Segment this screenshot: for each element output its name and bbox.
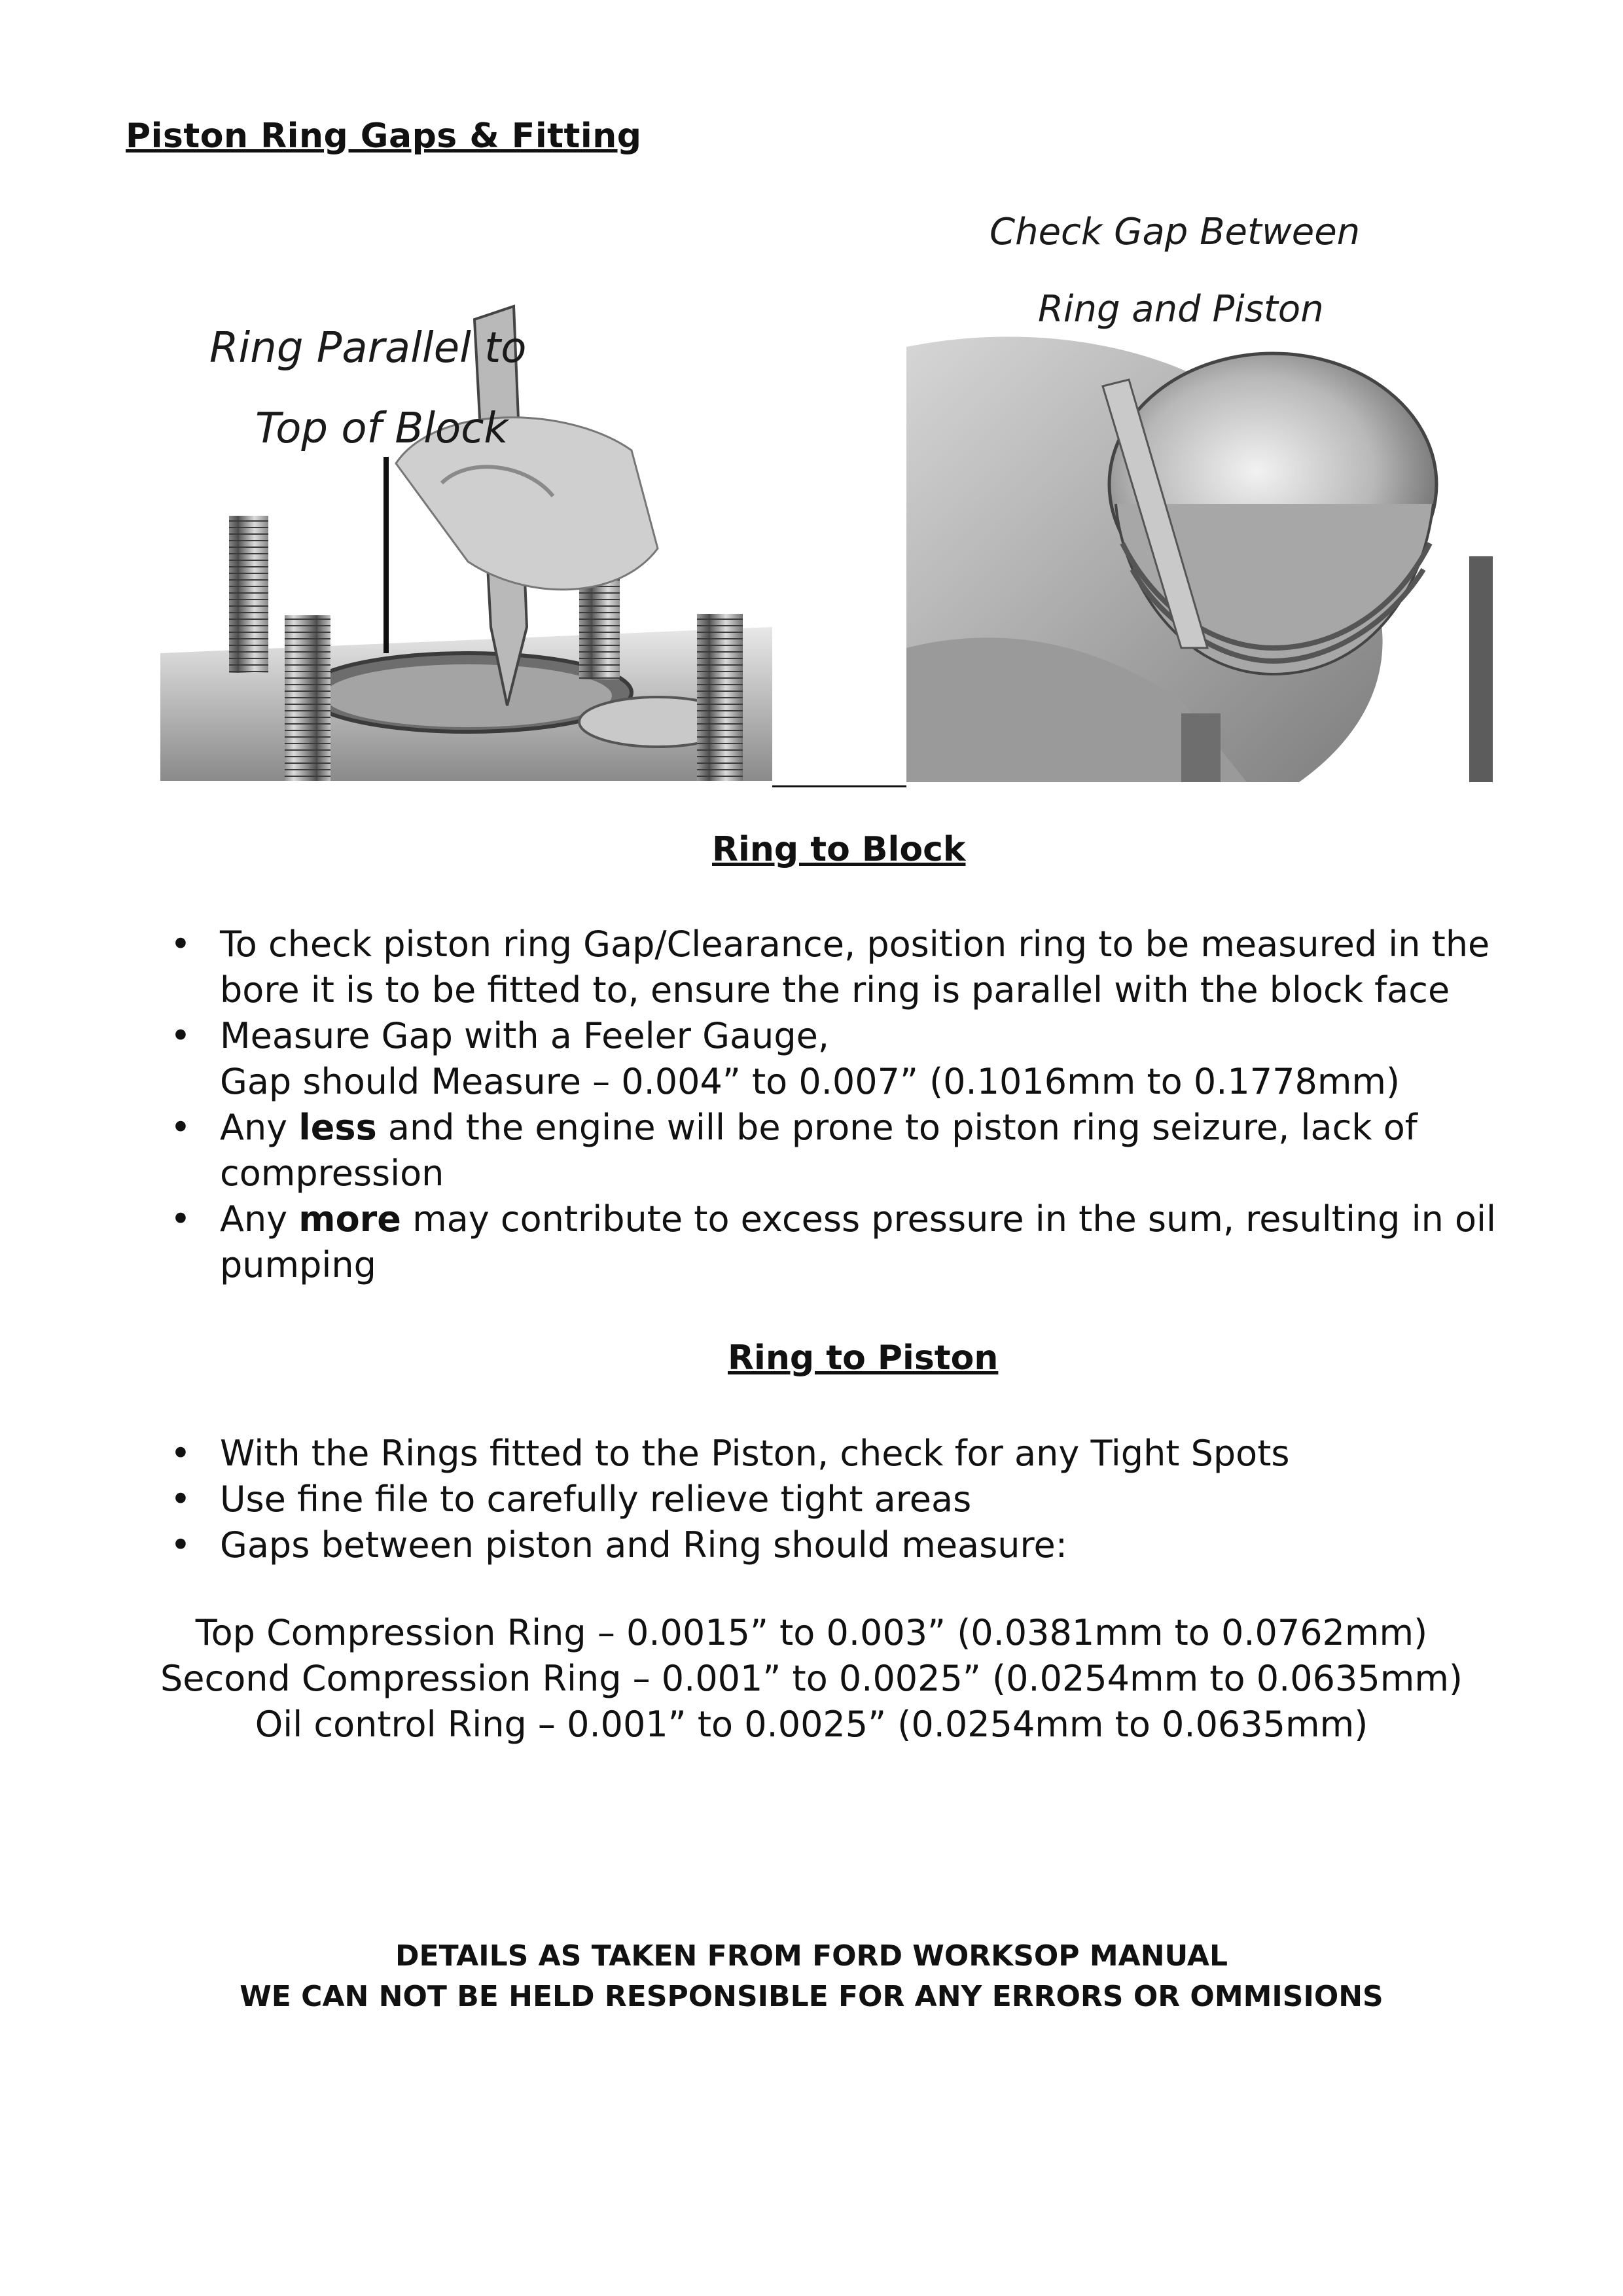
spec-top-compression-ring: Top Compression Ring – 0.0015” to 0.003” (0.0381mm to 0.0762mm) xyxy=(195,1612,1428,1653)
list-item: • Gaps between piston and Ring should measure: xyxy=(170,1522,1577,1568)
photo-check-gap-ring-piston xyxy=(906,308,1518,782)
list-item: • With the Rings fitted to the Piston, check for any Tight Spots xyxy=(170,1431,1577,1477)
caption-ring-parallel: Ring Parallel to xyxy=(209,324,527,372)
list-item: • Any less and the engine will be prone to piston ring seizure, lack of compression xyxy=(170,1105,1577,1196)
ring-to-piston-list xyxy=(170,1431,1577,1568)
disclaimer-line-1: DETAILS AS TAKEN FROM FORD WORKSOP MANUAL xyxy=(395,1939,1228,1973)
disclaimer-line-2: WE CAN NOT BE HELD RESPONSIBLE FOR ANY ERRORS OR OMMISIONS xyxy=(240,1980,1383,2013)
caption-check-gap: Check Gap Between xyxy=(990,211,1361,253)
caption-top-of-block: Top of Block xyxy=(255,404,508,453)
list-item: • Use fine file to carefully relieve tight areas xyxy=(170,1477,1577,1522)
caption-ring-and-piston: Ring and Piston xyxy=(1038,288,1324,331)
spec-oil-control-ring: Oil control Ring – 0.001” to 0.0025” (0.0254mm to 0.0635mm) xyxy=(255,1704,1368,1745)
section-heading-ring-to-block: Ring to Block xyxy=(712,830,966,869)
spec-second-compression-ring: Second Compression Ring – 0.001” to 0.0025” (0.0254mm to 0.0635mm) xyxy=(160,1658,1463,1699)
list-item: • To check piston ring Gap/Clearance, position ring to be measured in the bore it is to be fitted to, ensure the ring is parallel with the block face xyxy=(170,922,1577,1013)
divider-line xyxy=(772,785,906,787)
ring-gap-specifications xyxy=(0,1610,1623,1748)
section-heading-ring-to-piston: Ring to Piston xyxy=(728,1338,999,1378)
disclaimer xyxy=(0,1936,1623,2017)
gap-measurement: Gap should Measure – 0.004” to 0.007” (0.1016mm to 0.1778mm) xyxy=(220,1061,1400,1102)
ring-to-block-list xyxy=(170,922,1577,1288)
photo-ring-parallel-to-block xyxy=(160,234,772,781)
page-title: Piston Ring Gaps & Fitting xyxy=(126,117,642,156)
list-item: • Any more may contribute to excess pressure in the sum, resulting in oil pumping xyxy=(170,1196,1577,1288)
list-item: • Measure Gap with a Feeler Gauge, Gap should Measure – 0.004” to 0.007” (0.1016mm to 0.1778mm) xyxy=(170,1013,1577,1105)
